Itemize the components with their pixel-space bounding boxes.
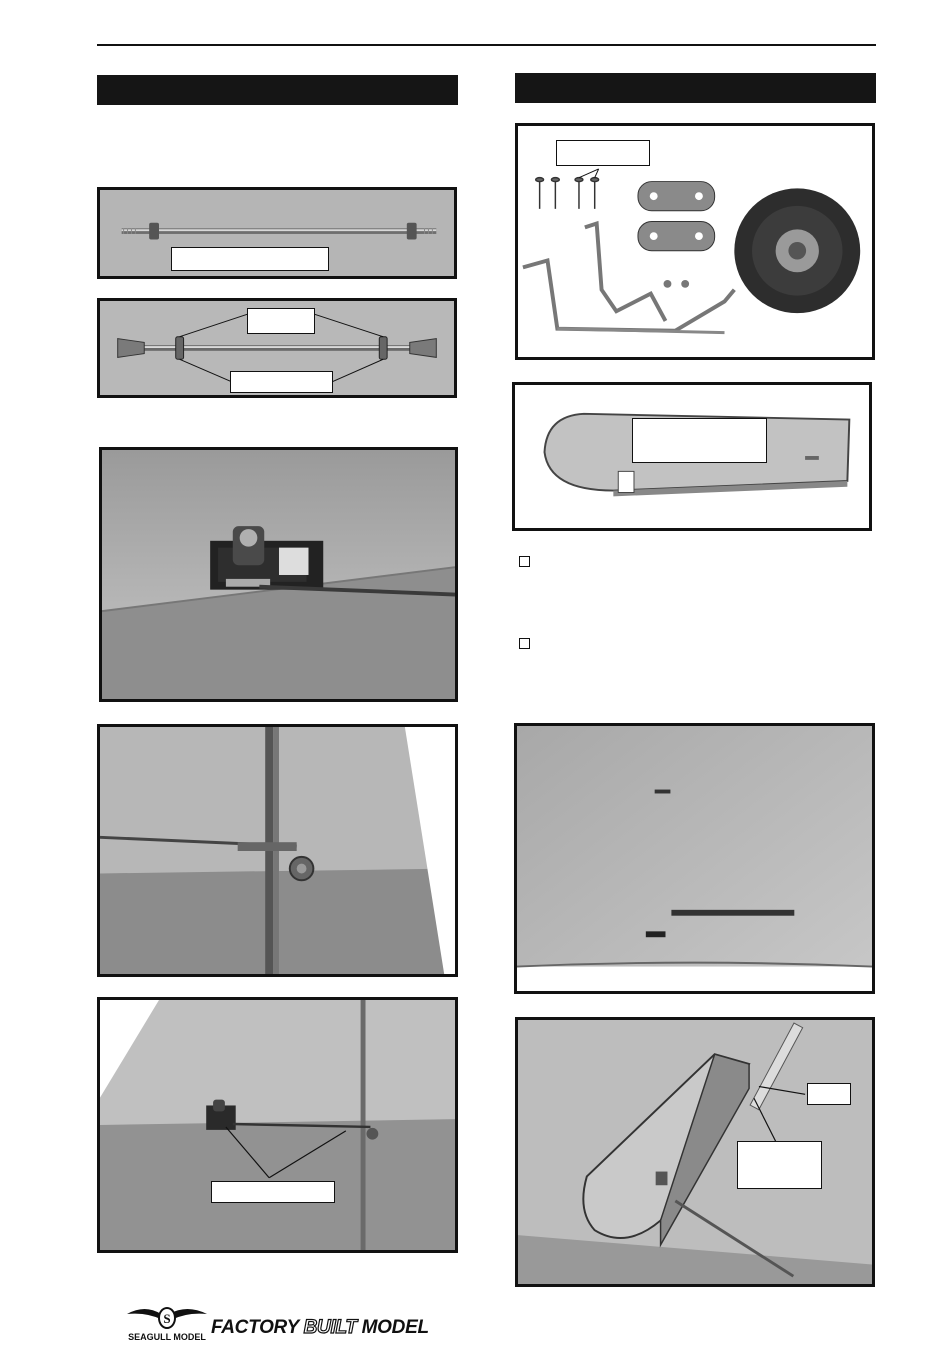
label-box-clevis bbox=[230, 371, 333, 393]
logo-text: SEAGULL MODEL bbox=[128, 1332, 206, 1342]
label-box-linkage bbox=[211, 1181, 335, 1203]
label-box-template bbox=[632, 418, 767, 463]
section-bar-left bbox=[97, 75, 458, 105]
label-box-tool bbox=[807, 1083, 851, 1105]
label-box-glue bbox=[737, 1141, 822, 1189]
label-box-screws bbox=[556, 140, 650, 166]
photo-servo-closeup bbox=[99, 447, 458, 702]
label-box-keeper bbox=[247, 308, 315, 334]
section-bar-right bbox=[515, 73, 876, 103]
seagull-logo-icon bbox=[125, 1300, 210, 1345]
photo-wing-slots bbox=[514, 723, 875, 994]
header-rule bbox=[97, 44, 876, 46]
photo-servo-linkage bbox=[97, 997, 458, 1253]
footer-brand: FACTORY BUILT MODEL bbox=[211, 1317, 429, 1338]
photo-control-horn bbox=[97, 724, 458, 977]
logo-letter: S bbox=[163, 1311, 171, 1326]
label-box-rod bbox=[171, 247, 329, 271]
checkbox-icon[interactable] bbox=[519, 556, 530, 567]
checkbox-icon[interactable] bbox=[519, 638, 530, 649]
